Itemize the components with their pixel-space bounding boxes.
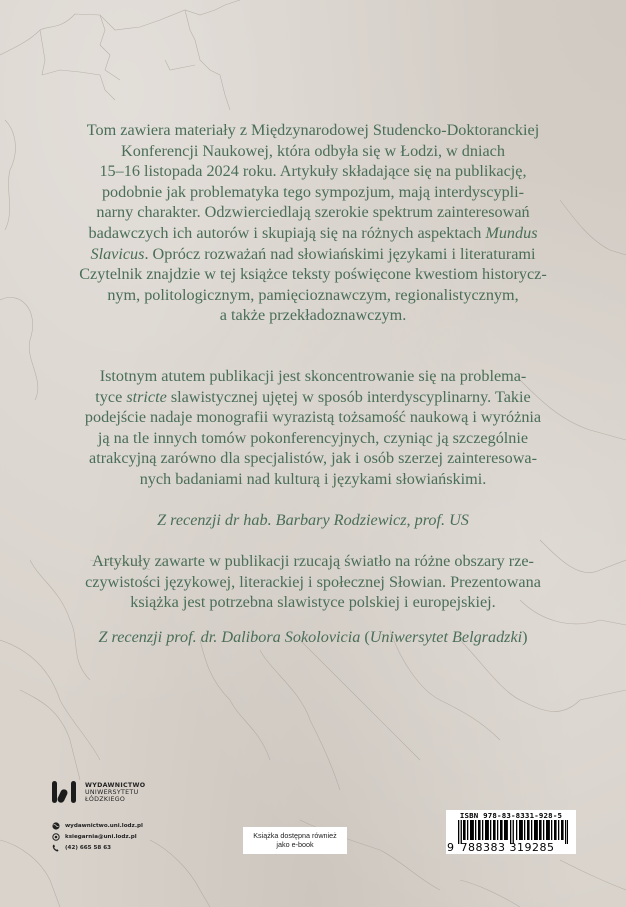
publisher-name — [85, 782, 145, 803]
p1-line-10: a także przekładoznawczym. — [219, 306, 407, 325]
isbn-digits-lead: 9 — [447, 841, 455, 854]
contact-phone-text: (42) 665 58 63 — [65, 844, 111, 851]
publisher-name-line-3: ŁÓDZKIEGO — [85, 795, 126, 803]
review-1-signature: Z recenzji dr hab. Barbary Rodziewicz, prof. US — [157, 511, 469, 529]
p3-line-1: Artykuły zawarte w publikacji rzucają światło na różne obszary rze- — [92, 552, 534, 570]
p3-line-3: książka jest potrzebna slawistyce polskiej i europejskiej. — [130, 593, 496, 612]
description-paragraph-2 — [60, 366, 566, 490]
wul-logo-icon — [52, 780, 78, 804]
p1-line-1: Tom zawiera materiały z Międzynarodowej Studencko-Doktoranckiej — [86, 121, 540, 139]
p1-italic-mundus: Mundus — [485, 223, 538, 242]
p1-line-7: . Oprócz rozważań nad słowiańskimi językami i literaturami — [144, 244, 536, 263]
description-paragraph-3 — [60, 551, 566, 613]
review-2-prefix: Z recenzji prof. dr. Dalibora Sokolovicia — [98, 628, 361, 646]
publisher-block — [52, 780, 145, 804]
globe-icon — [52, 822, 60, 830]
contact-website-text: wydawnictwo.uni.lodz.pl — [65, 822, 143, 829]
p1-line-8: Czytelnik znajdzie w tej książce teksty poświęcone kwestiom historycz- — [79, 265, 547, 284]
p1-line-9: nym, politologicznym, pamięcioznawczym, regionalistycznym, — [107, 285, 519, 304]
isbn-digits-rest: 788383 319285 — [460, 841, 555, 854]
contact-website[interactable] — [52, 820, 143, 831]
p2-line-4: ją na tle innych tomów pokonferencyjnych, czyniąc ją szczególnie — [97, 428, 529, 447]
review-2-signature — [60, 627, 566, 648]
p1-line-3: 15–16 listopada 2024 roku. Artykuły składające się na publikację, — [99, 162, 527, 181]
p1-italic-slavicus: Slavicus — [90, 244, 145, 263]
p2-line-6: nych badaniami nad kulturą i językami słowiańskimi. — [139, 469, 487, 488]
phone-icon — [52, 844, 60, 852]
p2-line-5: atrakcyjną zarówno dla specjalistów, jak i osób szerzej zainteresowa- — [89, 449, 537, 468]
contact-phone[interactable] — [52, 842, 143, 853]
p3-line-2: czywistości językowej, literackiej i społecznej Słowian. Prezentowana — [85, 572, 541, 591]
p1-line-6: badawczych ich autorów i skupiają się na różnych aspektach — [88, 223, 482, 242]
p2-line-2a: tyce — [95, 387, 123, 406]
publisher-contacts — [52, 820, 143, 853]
ebook-notice-line-1: Książka dostępna również — [253, 831, 337, 840]
review-2-close-paren: ) — [522, 628, 528, 646]
publisher-name-line-2: UNIWERSYTETU — [85, 788, 139, 796]
p2-line-1: Istotnym atutem publikacji jest skoncentrowanie się na problema- — [99, 367, 527, 385]
p1-line-5: narny charakter. Odzwierciedlają szerokie spektrum zainteresowań — [96, 203, 530, 222]
publisher-name-line-1: WYDAWNICTWO — [85, 781, 146, 789]
contact-email[interactable] — [52, 831, 143, 842]
isbn-label: ISBN 978-83-8331-928-5 — [459, 811, 563, 820]
p2-line-2b: slawistycznej ujętej w sposób interdyscyplinarny. Takie — [170, 387, 531, 406]
p1-line-2: Konferencji Naukowej, która odbyła się w Łodzi, w dniach — [121, 141, 505, 160]
review-2-open-paren: ( — [360, 628, 370, 646]
p2-line-3: podejście nadaje monografii wyrazistą tożsamość naukową i wyróżnia — [84, 408, 542, 427]
p1-line-4: podobnie jak problematyka tego sympozjum, mają interdyscypli- — [101, 182, 525, 201]
isbn-digits — [447, 841, 575, 854]
at-icon — [52, 833, 60, 841]
review-2-affiliation: Uniwersytet Belgradzki — [369, 628, 523, 646]
contact-email-text: ksiegarnia@uni.lodz.pl — [65, 833, 137, 840]
isbn-barcode — [446, 810, 576, 854]
p2-italic-stricte: stricte — [126, 387, 167, 406]
description-paragraph-1 — [60, 120, 566, 326]
ebook-notice-line-2: jako e-book — [276, 840, 314, 849]
ebook-notice — [243, 827, 347, 854]
